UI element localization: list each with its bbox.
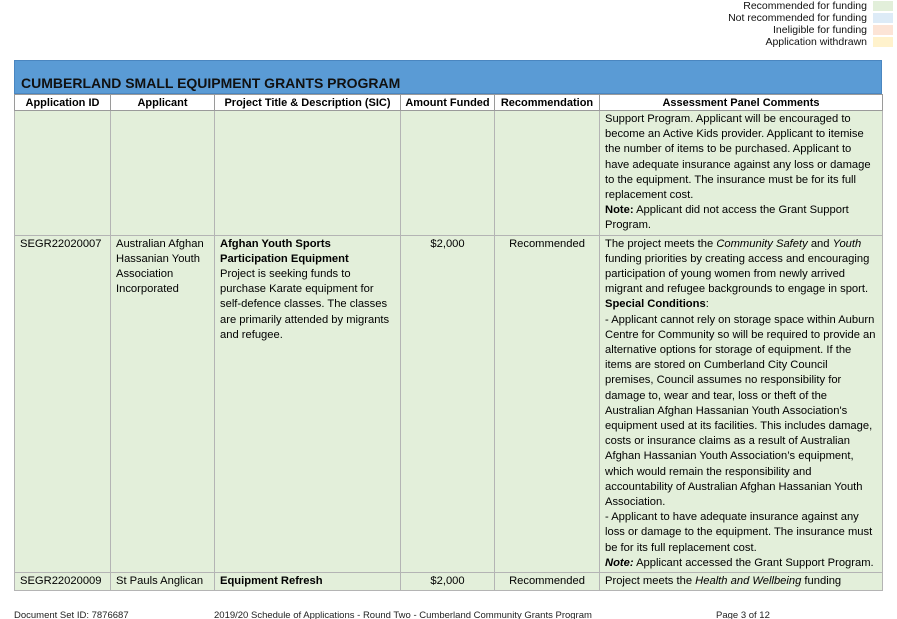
comment-rest: funding	[801, 575, 842, 588]
comment-intro-text: The project meets the	[605, 237, 717, 250]
funding-legend	[637, 0, 897, 48]
cell-comments	[600, 111, 883, 236]
cell-amount: $2,000	[401, 573, 495, 591]
footer-page: Page 3 of 12	[716, 610, 770, 619]
applications-table	[14, 94, 883, 591]
legend-swatch	[873, 1, 893, 11]
legend-item-ineligible	[637, 24, 897, 36]
comment-intro-text: Project meets the	[605, 575, 696, 588]
cell-applicant: Australian Afghan Hassanian Youth Association Incorporated	[111, 235, 215, 572]
comment-note	[605, 556, 877, 571]
legend-item-recommended	[637, 0, 897, 12]
cell-id: SEGR22020009	[15, 573, 111, 591]
col-header-comments: Assessment Panel Comments	[600, 95, 883, 111]
legend-item-not-recommended	[637, 12, 897, 24]
legend-swatch	[873, 37, 893, 47]
note-text: Applicant accessed the Grant Support Program.	[633, 556, 874, 569]
program-title: CUMBERLAND SMALL EQUIPMENT GRANTS PROGRAM	[21, 75, 401, 91]
col-header-amount: Amount Funded	[401, 95, 495, 111]
cell-applicant	[111, 111, 215, 236]
legend-label: Not recommended for funding	[728, 12, 867, 24]
cell-project	[215, 573, 401, 591]
cell-amount	[401, 111, 495, 236]
special-conditions-colon: :	[705, 298, 709, 311]
special-conditions-heading	[605, 297, 877, 312]
cell-applicant: St Pauls Anglican	[111, 573, 215, 591]
table-row	[15, 235, 883, 572]
program-title-bar	[14, 60, 882, 94]
priority-youth: Youth	[832, 237, 862, 250]
legend-label: Application withdrawn	[765, 36, 867, 48]
legend-label: Recommended for funding	[743, 0, 867, 12]
table-row	[15, 111, 883, 236]
project-description: Project is seeking funds to purchase Karate equipment for self-defence classes. The classes are primarily attended by migrants and refugee.	[220, 268, 390, 341]
comment-note	[605, 203, 877, 233]
comment-text: Support Program. Applicant will be encouraged to become an Active Kids provider. Applicant to itemise the number of items to be purchased. Applicant to have adequate insurance against any loss or damage to the equipment. The insurance must be for its full replacement cost.	[605, 113, 871, 202]
comment-intro	[605, 574, 877, 589]
cell-recommendation: Recommended	[495, 235, 600, 572]
cell-comments	[600, 235, 883, 572]
col-header-applicant: Applicant	[111, 95, 215, 111]
comment-and: and	[807, 237, 833, 250]
comment-rest: funding priorities by creating access and encouraging participation of young women from newly arrived migrant and refugee backgrounds to engage in sport.	[605, 252, 870, 296]
cell-id	[15, 111, 111, 236]
legend-label: Ineligible for funding	[773, 24, 867, 36]
col-header-project: Project Title & Description (SIC)	[215, 95, 401, 111]
project-title: Afghan Youth Sports Participation Equipment	[220, 237, 349, 265]
condition-insurance: - Applicant to have adequate insurance against any loss or damage to the equipment. The insurance must be for its full replacement cost.	[605, 511, 873, 554]
note-label: Note:	[605, 204, 634, 217]
cell-comments	[600, 573, 883, 591]
page-footer	[14, 610, 882, 619]
col-header-recommendation: Recommendation	[495, 95, 600, 111]
special-conditions-label: Special Conditions	[605, 298, 706, 311]
priority-community-safety: Community Safety	[716, 237, 808, 250]
legend-swatch	[873, 25, 893, 35]
table-header-row	[15, 95, 883, 111]
note-label: Note:	[605, 556, 634, 569]
footer-schedule: 2019/20 Schedule of Applications - Round Two - Cumberland Community Grants Program	[214, 610, 592, 619]
condition-storage: - Applicant cannot rely on storage space within Auburn Centre for Community so will be required to provide an alternative options for storage of equipment. If the items are stored on Cumberland City Council premises, Council assumes no responsibility for damage to, wear and tear, loss or theft of the Australian Afghan Hassanian Youth Association's equipment used at its facilities. This includes damage, costs or insurance claims as a result of Australian Afghan Hassanian Youth Association’s equipment, which would remain the responsibility and accountability of Australian Afghan Hassanian Youth Association.	[605, 313, 876, 509]
cell-amount: $2,000	[401, 235, 495, 572]
cell-project	[215, 235, 401, 572]
cell-recommendation: Recommended	[495, 573, 600, 591]
table-row	[15, 573, 883, 591]
cell-id: SEGR22020007	[15, 235, 111, 572]
project-title: Equipment Refresh	[220, 575, 323, 588]
comment-intro	[605, 237, 877, 298]
cell-recommendation	[495, 111, 600, 236]
legend-item-withdrawn	[637, 36, 897, 48]
note-text: Applicant did not access the Grant Support Program.	[605, 204, 849, 232]
priority-health-wellbeing: Health and Wellbeing	[695, 575, 802, 588]
footer-doc-id: Document Set ID: 7876687	[14, 610, 129, 619]
col-header-application-id: Application ID	[15, 95, 111, 111]
legend-swatch	[873, 13, 893, 23]
cell-project	[215, 111, 401, 236]
